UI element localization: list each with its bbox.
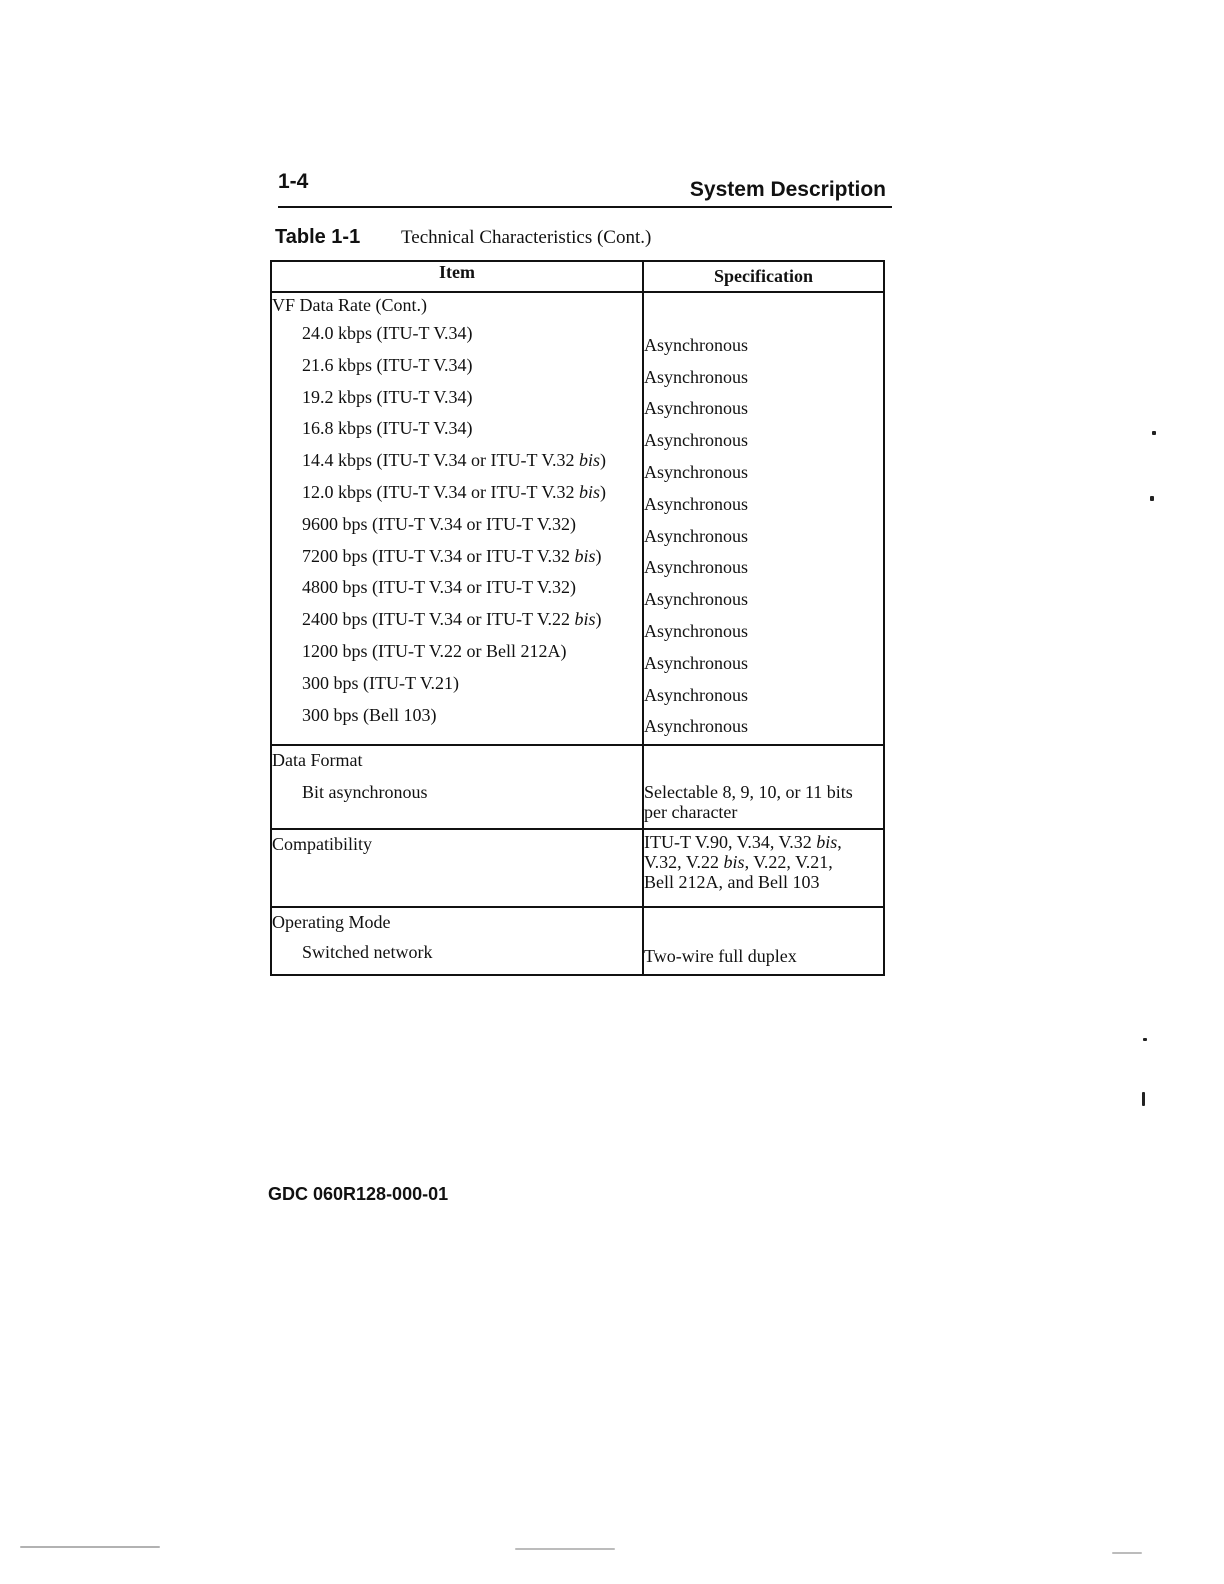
data-rate-item: 24.0 kbps (ITU-T V.34)	[271, 323, 643, 355]
data-rate-item: 9600 bps (ITU-T V.34 or ITU-T V.32)	[271, 514, 643, 546]
spec-line: per character	[644, 802, 738, 823]
spec-line: Bell 212A, and Bell 103	[644, 872, 820, 893]
group-heading-row	[271, 745, 884, 782]
data-rate-spec: Asynchronous	[643, 514, 884, 546]
table-row	[271, 482, 884, 514]
spec-line: ITU-T V.90, V.34, V.32 bis,	[644, 832, 842, 853]
operating-mode-heading: Operating Mode	[271, 907, 643, 942]
table-row	[271, 418, 884, 450]
data-rate-spec: Asynchronous	[643, 450, 884, 482]
spec-line: Selectable 8, 9, 10, or 11 bits	[644, 782, 853, 803]
page-number: 1-4	[278, 170, 309, 193]
spacer-row	[271, 736, 884, 745]
scan-noise	[515, 1548, 615, 1550]
data-rate-spec: Asynchronous	[643, 323, 884, 355]
data-rate-spec: Asynchronous	[643, 609, 884, 641]
data-rate-item: 300 bps (ITU-T V.21)	[271, 673, 643, 705]
table-row	[271, 641, 884, 673]
data-format-item: Bit asynchronous	[271, 782, 643, 829]
table-row	[271, 323, 884, 355]
table-row	[271, 782, 884, 829]
operating-mode-spec: Two-wire full duplex	[643, 942, 884, 975]
scan-speck	[1150, 496, 1154, 501]
table-caption	[275, 226, 651, 249]
header-rule	[278, 206, 892, 208]
empty-spec-cell	[643, 745, 884, 782]
table-row	[271, 829, 884, 907]
data-rate-spec: Asynchronous	[643, 482, 884, 514]
spacer-cell	[643, 736, 884, 745]
table-row	[271, 942, 884, 975]
scan-speck	[1143, 1038, 1147, 1041]
column-header-item: Item	[271, 261, 643, 292]
data-format-heading: Data Format	[271, 745, 643, 782]
table-title: Technical Characteristics (Cont.)	[401, 227, 652, 248]
scan-noise	[1112, 1552, 1142, 1554]
scan-speck	[1142, 1092, 1145, 1106]
data-rate-spec: Asynchronous	[643, 641, 884, 673]
data-rate-spec: Asynchronous	[643, 418, 884, 450]
table-row	[271, 577, 884, 609]
table-number: Table 1-1	[275, 226, 361, 248]
scan-noise	[20, 1546, 160, 1548]
empty-spec-cell	[643, 292, 884, 323]
data-rate-spec: Asynchronous	[643, 387, 884, 419]
table-row	[271, 387, 884, 419]
table-row	[271, 355, 884, 387]
document-id: GDC 060R128-000-01	[268, 1184, 449, 1204]
data-rate-spec: Asynchronous	[643, 705, 884, 737]
table-row	[271, 450, 884, 482]
operating-mode-item: Switched network	[271, 942, 643, 975]
data-rate-spec: Asynchronous	[643, 355, 884, 387]
table-row	[271, 609, 884, 641]
scan-speck	[1152, 431, 1156, 435]
data-rate-item: 4800 bps (ITU-T V.34 or ITU-T V.32)	[271, 577, 643, 609]
table-row	[271, 514, 884, 546]
data-rate-spec: Asynchronous	[643, 673, 884, 705]
compatibility-spec	[643, 829, 884, 907]
data-rate-item: 16.8 kbps (ITU-T V.34)	[271, 418, 643, 450]
empty-spec-cell	[643, 907, 884, 942]
data-rate-item: 14.4 kbps (ITU-T V.34 or ITU-T V.32 bis)	[271, 450, 643, 482]
data-rate-item: 2400 bps (ITU-T V.34 or ITU-T V.22 bis)	[271, 609, 643, 641]
table-header-row	[271, 261, 884, 292]
spacer-cell	[271, 736, 643, 745]
data-rate-spec: Asynchronous	[643, 546, 884, 578]
data-rate-spec: Asynchronous	[643, 577, 884, 609]
data-rate-item: 21.6 kbps (ITU-T V.34)	[271, 355, 643, 387]
table-row	[271, 673, 884, 705]
group-heading-row	[271, 292, 884, 323]
section-title: System Description	[689, 178, 886, 201]
column-header-specification: Specification	[643, 261, 884, 292]
table-row	[271, 705, 884, 737]
compatibility-heading: Compatibility	[271, 829, 643, 907]
table-row	[271, 546, 884, 578]
spec-line: V.32, V.22 bis, V.22, V.21,	[644, 852, 833, 873]
data-rate-item: 19.2 kbps (ITU-T V.34)	[271, 387, 643, 419]
data-rate-item: 1200 bps (ITU-T V.22 or Bell 212A)	[271, 641, 643, 673]
technical-characteristics-table	[270, 260, 885, 976]
group-heading-row	[271, 907, 884, 942]
data-format-spec	[643, 782, 884, 829]
data-rate-item: 7200 bps (ITU-T V.34 or ITU-T V.32 bis)	[271, 546, 643, 578]
vf-data-rate-heading: VF Data Rate (Cont.)	[271, 292, 643, 323]
data-rate-item: 12.0 kbps (ITU-T V.34 or ITU-T V.32 bis)	[271, 482, 643, 514]
data-rate-item: 300 bps (Bell 103)	[271, 705, 643, 737]
